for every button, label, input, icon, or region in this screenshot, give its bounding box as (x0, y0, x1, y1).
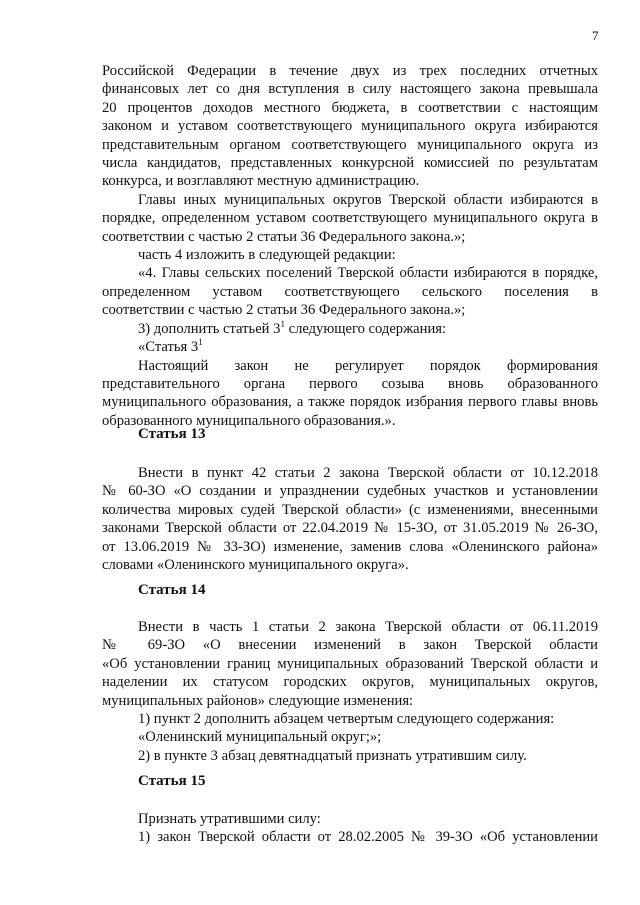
text-line: Настоящий закон не регулирует порядок формирования (138, 357, 598, 374)
superscript: 1 (198, 337, 203, 348)
list-item: 1) закон Тверской области от 28.02.2005 № 39-ЗО «Об установлении (138, 829, 598, 846)
text-line: муниципальных районов» следующие изменения: (102, 692, 414, 709)
text-line: Внести в пункт 42 статьи 2 закона Тверской области от 10.12.2018 (138, 465, 598, 481)
text-line: соответствии с частью 2 статьи 36 Федерального закона.»; (102, 302, 466, 319)
text-line: Признать утратившими силу: (138, 811, 321, 827)
text-line: представительным органом соответствующего муниципального округа из (102, 136, 598, 153)
text-line: «4. Главы сельских поселений Тверской области избираются в порядке, (138, 265, 598, 282)
text-line: соответствии с частью 2 статьи 36 Федерального закона.»; (102, 228, 466, 245)
text-line: Российской Федерации в течение двух из трех последних отчетных (102, 63, 598, 79)
list-item: 1) пункт 2 дополнить абзацем четвертым следующего содержания: (138, 711, 555, 728)
text-line: порядке, определенном уставом соответствующего муниципального округа в (102, 210, 598, 227)
page-number: 7 (592, 28, 599, 43)
text-line: Внести в часть 1 статьи 2 закона Тверской области от 06.11.2019 (138, 619, 598, 635)
text-line: конкурса, и возглавляют местную администрацию. (102, 173, 420, 190)
text-line: № 69-ЗО «О внесении изменений в закон Тверской области (102, 637, 598, 654)
text-line: № 60-ЗО «О создании и упразднении судебных участков и установлении (102, 483, 598, 500)
text-line (102, 320, 598, 338)
text-line: представительного органа первого созыва вновь образованного (102, 375, 598, 392)
text-line: часть 4 изложить в следующей редакции: (138, 247, 396, 264)
text-line: законами Тверской области от 22.04.2019 № 15-ЗО, от 31.05.2019 № 26-ЗО, (102, 520, 598, 537)
text-line: «Об установлении границ муниципальных образований Тверской области и (102, 655, 598, 672)
text-line: словами «Оленинского муниципального округа». (102, 557, 409, 574)
article-13-heading: Статья 13 (138, 426, 206, 442)
text-line: количества мировых судей Тверской области» (с изменениями, внесенными (102, 501, 598, 518)
text-line: Главы иных муниципальных округов Тверской области избираются в (138, 191, 598, 208)
text-line: числа кандидатов, представленных конкурсной комиссией по результатам (102, 155, 598, 172)
text-span: 3) дополнить статьей 3 (138, 320, 281, 337)
text-line: определенном уставом соответствующего сельского поселения в (102, 283, 598, 300)
text-line: «Оленинский муниципальный округ;»; (138, 729, 382, 746)
continued-text-block (102, 62, 598, 430)
article-13-text (102, 464, 598, 574)
text-span: «Статья 3 (138, 339, 199, 356)
text-line: наделении их статусом городских округов, муниципальных округов, (102, 674, 598, 691)
text-line: финансовых лет со дня вступления в силу настоящего закона превышала (102, 81, 598, 98)
article-14-heading: Статья 14 (138, 582, 206, 598)
text-line: законом и уставом соответствующего муниципального округа избираются (102, 118, 598, 135)
text-line: образованного муниципального образования.». (102, 412, 396, 429)
text-line: 20 процентов доходов местного бюджета, в соответствии с настоящим (102, 99, 598, 116)
text-line (102, 338, 598, 356)
article-15-text (102, 810, 598, 847)
article-15-heading: Статья 15 (138, 773, 206, 789)
text-line: от 13.06.2019 № 33-ЗО) изменение, заменив слова «Оленинского района» (102, 538, 598, 555)
text-line: муниципального образования, а также порядок избрания первого главы вновь (102, 394, 598, 411)
list-item: 2) в пункте 3 абзац девятнадцатый признать утратившим силу. (138, 747, 527, 764)
text-span: следующего содержания: (284, 320, 447, 337)
superscript: 1 (280, 318, 285, 329)
article-14-text (102, 618, 598, 765)
